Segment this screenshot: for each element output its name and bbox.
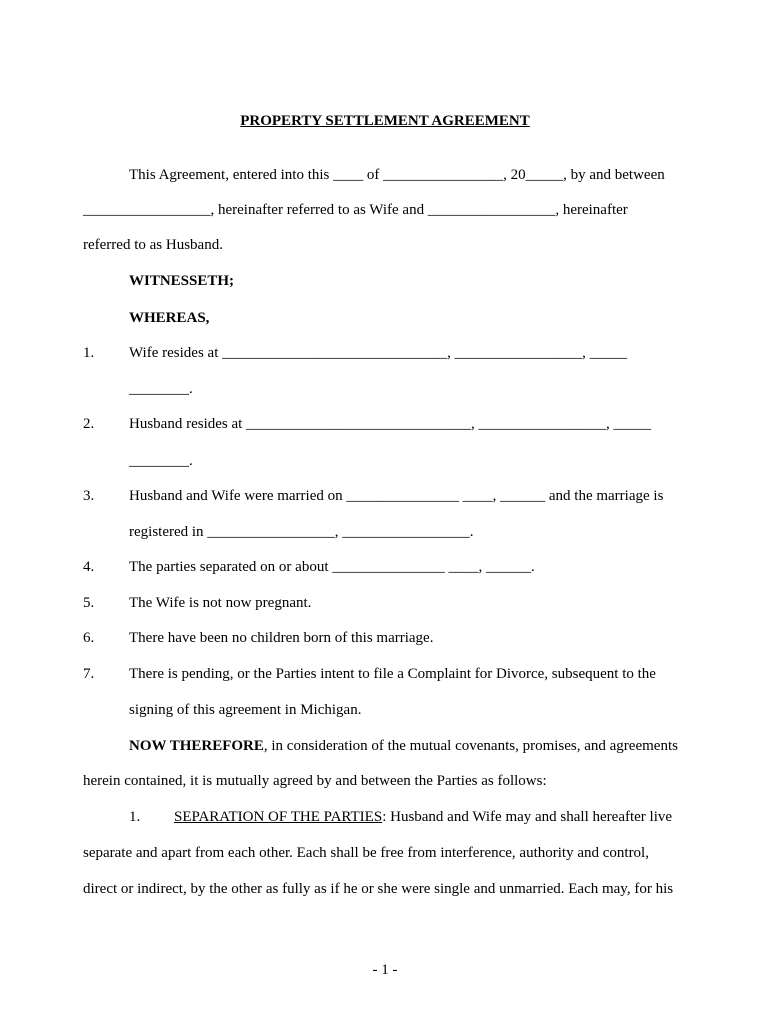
section-1-line-3: direct or indirect, by the other as fully as if he or she were single and unmarried. Each may, for his bbox=[83, 881, 674, 897]
document-title: PROPERTY SETTLEMENT AGREEMENT bbox=[240, 113, 530, 129]
recital-text: The Wife is not now pregnant. bbox=[129, 595, 312, 611]
recital-text-continued: registered in _________________, _________________. bbox=[129, 524, 474, 540]
recital-text: There is pending, or the Parties intent to file a Complaint for Divorce, subsequent to the bbox=[129, 666, 656, 682]
witnesseth-heading: WITNESSETH; bbox=[129, 273, 235, 289]
recital-text: Husband and Wife were married on _______________ ____, ______ and the marriage is bbox=[129, 488, 664, 504]
recital-text: The parties separated on or about _______________ ____, ______. bbox=[129, 559, 535, 575]
recital-number: 7. bbox=[83, 666, 95, 682]
recital-number: 6. bbox=[83, 630, 95, 646]
now-therefore-text: , in consideration of the mutual covenants, promises, and agreements bbox=[263, 738, 678, 754]
recital-number: 4. bbox=[83, 559, 95, 575]
section-number: 1. bbox=[129, 809, 141, 825]
section-1-heading: SEPARATION OF THE PARTIES bbox=[174, 809, 383, 825]
recital-text: Wife resides at ______________________________, _________________, _____ bbox=[129, 345, 628, 361]
recital-number: 3. bbox=[83, 488, 95, 504]
now-therefore-continued: herein contained, it is mutually agreed by and between the Parties as follows: bbox=[83, 773, 547, 789]
section-1-first-line bbox=[174, 807, 672, 827]
intro-line-2: _________________, hereinafter referred to as Wife and _________________, hereinafter bbox=[83, 202, 628, 218]
recital-text: Husband resides at ______________________________, _________________, _____ bbox=[129, 416, 652, 432]
intro-line-1: This Agreement, entered into this ____ of ________________, 20_____, by and between bbox=[129, 167, 665, 183]
page-number: - 1 - bbox=[372, 962, 398, 978]
intro-line-3: referred to as Husband. bbox=[83, 237, 223, 253]
now-therefore-lead: NOW THEREFORE bbox=[129, 738, 264, 754]
recital-text-continued: ________. bbox=[129, 381, 193, 397]
recital-text-continued: signing of this agreement in Michigan. bbox=[129, 702, 362, 718]
section-1-text: : Husband and Wife may and shall hereafter live bbox=[382, 809, 673, 825]
whereas-heading: WHEREAS, bbox=[129, 310, 210, 326]
recital-number: 5. bbox=[83, 595, 95, 611]
now-therefore-paragraph bbox=[129, 736, 678, 756]
section-1-line-2: separate and apart from each other. Each shall be free from interference, authority and control, bbox=[83, 845, 649, 861]
recital-text: There have been no children born of this marriage. bbox=[129, 630, 434, 646]
recital-number: 1. bbox=[83, 345, 95, 361]
recital-number: 2. bbox=[83, 416, 95, 432]
recital-text-continued: ________. bbox=[129, 453, 193, 469]
